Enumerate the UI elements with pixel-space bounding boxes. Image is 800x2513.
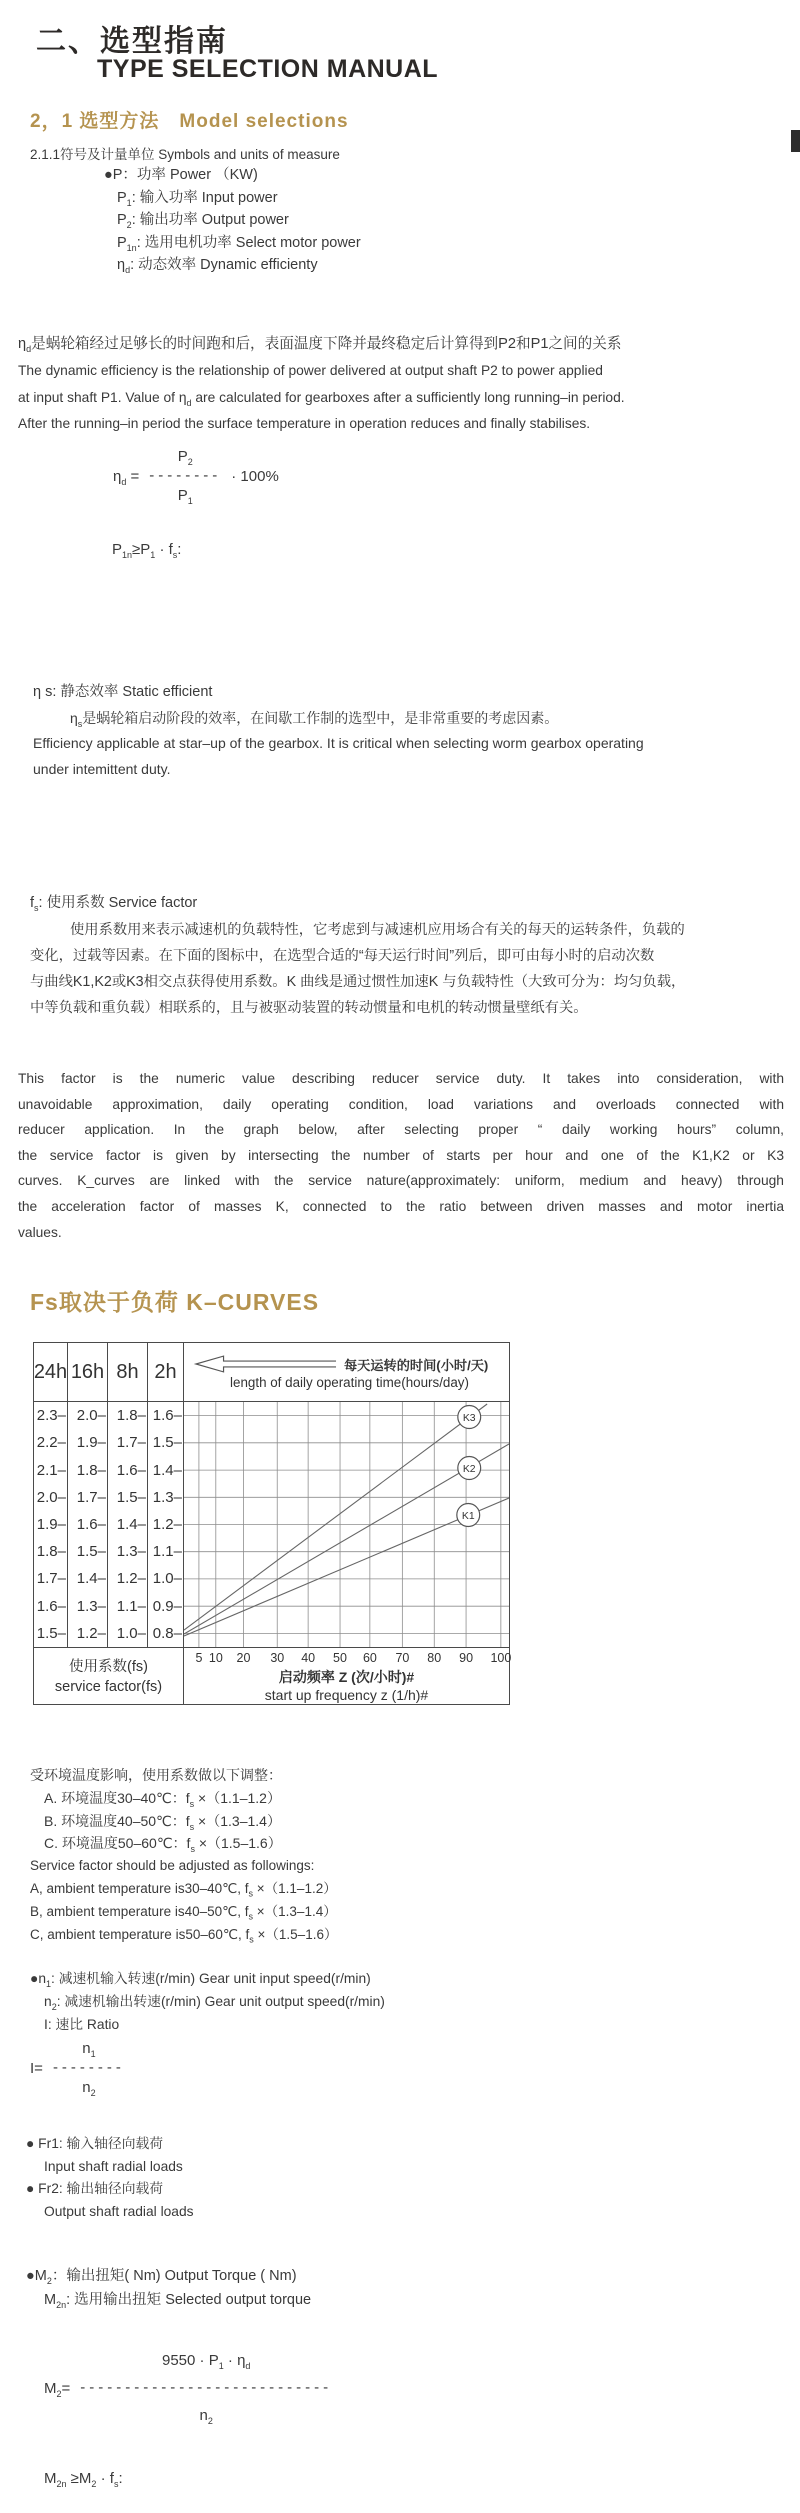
fraction-bar: -------- (149, 467, 222, 484)
service-factor-value: 1.0– (116, 1624, 146, 1642)
service-factor-en-paragraph (18, 1066, 784, 1245)
paragraph-line: 与曲线K1,K2或K3相交点获得使用系数。K 曲线是通过惯性加速K 与负载特性（大致可分为：均匀负载， (30, 974, 686, 990)
svg-text:K2: K2 (462, 1463, 476, 1475)
x-axis-tick: 80 (427, 1651, 442, 1665)
daily-time-label-en: length of daily operating time(hours/day) (230, 1375, 469, 1390)
paragraph-line: 使用系数用来表示减速机的负载特性，它考虑到与减速机应用场合有关的每天的运转条件，负载的 (70, 922, 685, 938)
formula-fraction (53, 2038, 125, 2098)
paragraph-line: I: 速比 Ratio (44, 2017, 120, 2032)
service-factor-axis-label (34, 1648, 184, 1704)
x-axis-ticks (184, 1651, 512, 1666)
service-factor-value: 1.5– (152, 1434, 182, 1452)
hours-column-header: 16h (68, 1343, 108, 1401)
paragraph-line: $●n_1$: 减速机输入转速(r/min) Gear unit input speed(r/min) (30, 1971, 371, 1989)
formula-denominator: $n_2$ (199, 2407, 213, 2426)
service-factor-value: 1.7– (76, 1488, 106, 1506)
x-axis-tick: 10 (208, 1651, 223, 1665)
paragraph-line: under intemittent duty. (33, 760, 171, 777)
service-factor-value: 2.0– (36, 1488, 66, 1506)
radial-loads-block (26, 2133, 194, 2223)
service-factor-value: 1.7– (36, 1570, 66, 1588)
start-frequency-label-cn: 启动频率 Z (次/小时)# (278, 1669, 415, 1685)
paragraph-line: ● Fr1: 输入轴径向载荷 (26, 2136, 164, 2151)
x-axis-tick: 90 (459, 1651, 474, 1665)
service-factor-column (34, 1402, 68, 1647)
k-curves-heading: Fs取决于负荷 K–CURVES (30, 1289, 320, 1315)
paragraph-line: η s: 静态效率 Static efficient (33, 684, 213, 700)
torque-selection-inequality: $M_{2n} \ge M_2 \cdot f_s$: (44, 2470, 123, 2489)
static-efficiency-block (33, 680, 644, 782)
service-factor-column (68, 1402, 108, 1647)
paragraph-line: $n_2$: 减速机输出转速(r/min) Gear unit output speed(r/min) (44, 1994, 385, 2012)
paragraph-line: ● Fr2: 输出轴径向载荷 (26, 2181, 164, 2196)
service-factor-value: 2.0– (76, 1407, 106, 1425)
service-factor-value: 0.9– (152, 1597, 182, 1615)
x-axis-tick: 100 (490, 1651, 512, 1665)
formula-denominator: $P_1$ (177, 487, 193, 506)
k-curves-plot-area (184, 1402, 509, 1647)
start-frequency-axis (184, 1648, 512, 1704)
service-factor-value: 2.1– (36, 1461, 66, 1479)
speed-definitions-block (30, 1967, 385, 2036)
paragraph-line: the acceleration factor of masses K, connected to the ratio between driven masses and motor inertia (18, 1198, 784, 1214)
service-factor-value: 1.3– (152, 1488, 182, 1506)
k-curves-chart (33, 1342, 510, 1705)
paragraph-line: the service factor is given by intersecting the number of starts per hour and one of the K1,K2 or K3 (18, 1147, 784, 1163)
power-selection-inequality: $P_{1n}\ge P_1 \cdot f_s$: (112, 541, 182, 560)
service-factor-value: 1.6– (76, 1515, 106, 1533)
service-factor-value: 1.8– (76, 1461, 106, 1479)
paragraph-line: C. 环境温度50–60℃：$f_s \times(1.5-1.6)$ (44, 1835, 282, 1855)
symbols-list (104, 164, 361, 277)
k-curves-svg (184, 1402, 509, 1647)
formula-lhs: $M_2=$ (44, 2379, 71, 2399)
service-factor-value: 1.4– (76, 1570, 106, 1588)
paragraph-line: A, ambient temperature is30–40℃, $f_s \times(1.1-1.2)$ (30, 1880, 337, 1899)
service-factor-value: 1.4– (116, 1515, 146, 1533)
hours-column-header: 8h (108, 1343, 148, 1401)
formula-fraction (80, 2350, 332, 2426)
paragraph-line: B, ambient temperature is40–50℃, $f_s \times(1.3-1.4)$ (30, 1903, 337, 1922)
subheading-symbols-units: 2.1.1符号及计量单位 Symbols and units of measure (30, 147, 340, 162)
service-factor-label-en: service factor(fs) (54, 1679, 163, 1695)
x-axis-tick: 60 (362, 1651, 377, 1665)
symbol-definition-line: $\eta_d$: 动态效率 Dynamic efficienty (117, 257, 318, 275)
service-factor-cn-paragraph (30, 917, 685, 1021)
chart-header-row (34, 1343, 509, 1402)
paragraph-line: The dynamic efficiency is the relationship of power delivered at output shaft P2 to power applied (18, 362, 603, 378)
chart-body-row (34, 1402, 509, 1647)
paragraph-line: C, ambient temperature is50–60℃, $f_s \times(1.5-1.6)$ (30, 1926, 338, 1945)
service-factor-value: 1.5– (36, 1624, 66, 1642)
paragraph-line: unavoidable approximation, daily operating condition, load variations and overloads connected with (18, 1096, 784, 1112)
service-factor-value: 1.3– (76, 1597, 106, 1615)
paragraph-line: at input shaft P1. Value of $\eta_d$ are calculated for gearboxes after a sufficiently long running–in period. (18, 389, 625, 408)
service-factor-value: 1.6– (152, 1407, 182, 1425)
ratio-formula (30, 2038, 125, 2098)
svg-text:K1: K1 (461, 1510, 475, 1522)
x-axis-tick: 50 (333, 1651, 347, 1665)
formula-lhs: I= (30, 2059, 43, 2077)
x-axis-tick: 20 (236, 1651, 251, 1665)
paragraph-line: curves. K_curves are linked with the service nature(approximately: uniform, medium and heavy) through (18, 1173, 784, 1189)
torque-definitions-block (26, 2264, 311, 2312)
chart-footer-row (34, 1647, 512, 1704)
section-heading-model-selections: 2，1 选型方法 Model selections (30, 111, 349, 132)
hours-column-header: 24h (34, 1343, 68, 1401)
service-factor-value: 1.5– (76, 1543, 106, 1561)
service-factor-value: 1.0– (152, 1570, 182, 1588)
paragraph-line: $\eta_d$是蜗轮箱经过足够长的时间跑和后，表面温度下降并最终稳定后计算得到P2和P1之间的关系 (18, 336, 622, 354)
paragraph-line: reducer application. In the graph below, after selecting proper “ daily working hours” column, (18, 1122, 784, 1138)
paragraph-line: 变化，过载等因素。在下面的图标中，在选型合适的“每天运行时间”列后，即可由每小时的启动次数 (30, 948, 655, 964)
paragraph-line: $●M_2$：输出扭矩( Nm) Output Torque ( Nm) (26, 2268, 297, 2286)
service-factor-value: 1.4– (152, 1461, 182, 1479)
service-factor-value: 1.9– (76, 1434, 106, 1452)
left-arrow-icon (190, 1354, 338, 1374)
service-factor-value: 2.3– (36, 1407, 66, 1425)
daily-time-label-cn: 每天运转的时间(小时/天) (344, 1357, 489, 1373)
paragraph-line: 受环境温度影响，使用系数做以下调整： (30, 1767, 282, 1783)
x-axis-tick: 30 (270, 1651, 285, 1665)
service-factor-value: 1.5– (116, 1488, 146, 1506)
symbol-definition-line: $P_{1n}$: 选用电机功率 Select motor power (117, 234, 361, 253)
paragraph-line: This factor is the numeric value describing reducer service duty. It takes into consideration, with (18, 1071, 784, 1086)
page-title-en: TYPE SELECTION MANUAL (97, 55, 439, 83)
service-factor-value: 1.8– (36, 1543, 66, 1561)
paragraph-line: $\eta_s$是蜗轮箱启动阶段的效率，在间歇工作制的选型中，是非常重要的考虑因素。 (70, 709, 559, 729)
dynamic-efficiency-formula (113, 446, 279, 506)
x-axis-tick: 5 (195, 1651, 203, 1665)
daily-time-header (184, 1343, 509, 1401)
page-edge-tab (791, 130, 800, 152)
torque-formula (44, 2350, 332, 2426)
paragraph-line: $M_{2n}$: 选用输出扭矩 Selected output torque (44, 2292, 312, 2310)
service-factor-value: 1.6– (36, 1597, 66, 1615)
temperature-adjustment-block (30, 1764, 337, 1946)
service-factor-value: 1.2– (116, 1570, 146, 1588)
service-factor-value: 1.2– (76, 1624, 106, 1642)
paragraph-line: Input shaft radial loads (44, 2158, 183, 2174)
paragraph-line: 中等负载和重负载）相联系的，且与被驱动装置的转动惯量和电机的转动惯量壁纸有关。 (30, 1000, 588, 1016)
service-factor-value: 1.6– (116, 1461, 146, 1479)
service-factor-value: 1.8– (116, 1407, 146, 1425)
service-factor-label-cn: 使用系数(fs) (69, 1659, 148, 1675)
service-factor-value: 1.2– (152, 1515, 182, 1533)
symbol-definition-line: $P_1$: 输入功率 Input power (117, 189, 278, 208)
service-factor-value: 1.3– (116, 1543, 146, 1561)
service-factor-value: 0.8– (152, 1624, 182, 1642)
page-title-cn: 二、选型指南 (36, 25, 228, 58)
service-factor-value: 1.7– (116, 1434, 146, 1452)
paragraph-line: After the running–in period the surface temperature in operation reduces and finally stabilises. (18, 416, 591, 432)
fraction-bar: ---------------------------- (80, 2379, 333, 2396)
paragraph-line: A. 环境温度30–40℃：$f_s \times(1.1-1.2)$ (44, 1789, 281, 1809)
service-factor-value: 1.1– (152, 1543, 182, 1561)
formula-numerator: $9550 \cdot P_1 \cdot \eta_d$ (162, 2352, 251, 2371)
start-frequency-label-en: start up frequency z (1/h)# (264, 1687, 429, 1703)
daily-time-header-row (190, 1354, 509, 1374)
formula-lhs: $\eta_d$ = (113, 467, 140, 487)
formula-denominator: $n_2$ (82, 2079, 96, 2098)
x-axis-tick: 40 (301, 1651, 316, 1665)
fraction-bar: -------- (52, 2059, 125, 2076)
svg-text:K3: K3 (462, 1412, 476, 1424)
formula-fraction (149, 446, 221, 506)
service-factor-value: 1.1– (116, 1597, 146, 1615)
paragraph-line: Efficiency applicable at star–up of the gearbox. It is critical when selecting worm gearbox operating (33, 735, 644, 751)
service-factor-value: 2.2– (36, 1434, 66, 1452)
service-factor-heading: $f_s$: 使用系数 Service factor (30, 895, 198, 913)
symbol-definition-line: $P_2$: 输出功率 Output power (117, 212, 289, 230)
service-factor-column (148, 1402, 184, 1647)
formula-rhs: · 100% (231, 467, 279, 485)
service-factor-column (108, 1402, 148, 1647)
service-factor-value: 1.9– (36, 1515, 66, 1533)
x-axis-tick: 70 (395, 1651, 410, 1665)
dynamic-efficiency-paragraph (18, 331, 788, 438)
formula-numerator: $P_2$ (177, 448, 193, 467)
formula-numerator: $n_1$ (82, 2040, 96, 2059)
paragraph-line: Output shaft radial loads (44, 2203, 194, 2219)
hours-column-header: 2h (148, 1343, 184, 1401)
symbol-definition-line: ●P：功率 Power （KW) (104, 167, 258, 183)
paragraph-line: values. (18, 1224, 62, 1240)
paragraph-line: Service factor should be adjusted as followings: (30, 1858, 315, 1874)
paragraph-line: B. 环境温度40–50℃：$f_s \times(1.3-1.4)$ (44, 1812, 281, 1832)
